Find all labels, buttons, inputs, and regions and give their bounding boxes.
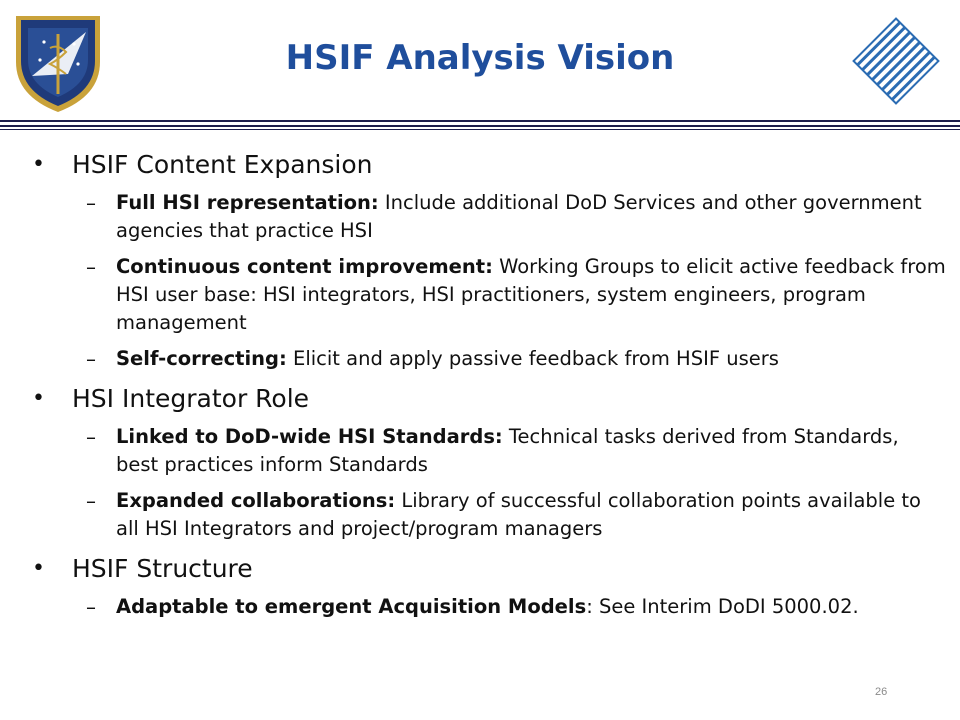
section-integrator-role	[30, 381, 950, 543]
slide-body	[30, 143, 950, 629]
bullet-icon: •	[32, 386, 45, 411]
bullet-item	[30, 381, 950, 417]
dash-icon: –	[86, 255, 96, 279]
sub-item	[86, 189, 946, 245]
sub-item-text	[116, 189, 946, 245]
dash-icon: –	[86, 191, 96, 215]
sub-item-heading: Expanded collaborations:	[116, 489, 396, 512]
sub-item	[86, 593, 946, 621]
dash-icon: –	[86, 425, 96, 449]
dash-icon: –	[86, 489, 96, 513]
sub-item	[86, 423, 946, 479]
sub-item	[86, 253, 946, 337]
sub-item-heading: Adaptable to emergent Acquisition Models	[116, 595, 587, 618]
sub-item-body: : See Interim DoDI 5000.02.	[586, 595, 859, 618]
sub-item-text	[116, 487, 946, 543]
hpse-diamond-logo-icon	[852, 17, 940, 105]
dash-icon: –	[86, 595, 96, 619]
bullet-item	[30, 147, 950, 183]
sub-item-body: Library of successful collaboration points available to all HSI Integrators and project/program managers	[116, 489, 921, 540]
sub-item	[86, 487, 946, 543]
bullet-icon: •	[32, 556, 45, 581]
section-content-expansion	[30, 147, 950, 373]
sub-item-heading: Self-correcting:	[116, 347, 287, 370]
sub-item-body: Technical tasks derived from Standards, best practices inform Standards	[116, 425, 899, 476]
slide-title: HSIF Analysis Vision	[285, 38, 675, 78]
sub-item-text	[116, 593, 859, 621]
bullet-label: HSI Integrator Role	[72, 384, 310, 413]
bullet-item	[30, 551, 950, 587]
bullet-label: HSIF Content Expansion	[72, 150, 373, 179]
sub-item-text	[116, 345, 779, 373]
sub-item-text	[116, 423, 946, 479]
bullet-label: HSIF Structure	[72, 554, 253, 583]
sub-item-body: Working Groups to elicit active feedback from HSI user base: HSI integrators, HSI practitioners, system engineers, program management	[116, 255, 946, 334]
sub-item-body: Elicit and apply passive feedback from HSIF users	[286, 347, 779, 370]
sub-item-heading: Linked to DoD-wide HSI Standards:	[116, 425, 503, 448]
section-structure	[30, 551, 950, 621]
title-divider	[0, 125, 960, 127]
page-number: 26	[875, 686, 888, 698]
sub-item	[86, 345, 946, 373]
bullet-icon: •	[32, 152, 45, 177]
wing-shield-logo-icon	[2, 4, 114, 116]
dash-icon: –	[86, 347, 96, 371]
sub-item-body: Include additional DoD Services and other government agencies that practice HSI	[116, 191, 922, 242]
title-divider	[0, 129, 960, 130]
sub-item-text	[116, 253, 946, 337]
sub-item-heading: Continuous content improvement:	[116, 255, 493, 278]
sub-item-heading: Full HSI representation:	[116, 191, 379, 214]
title-divider	[0, 120, 960, 122]
